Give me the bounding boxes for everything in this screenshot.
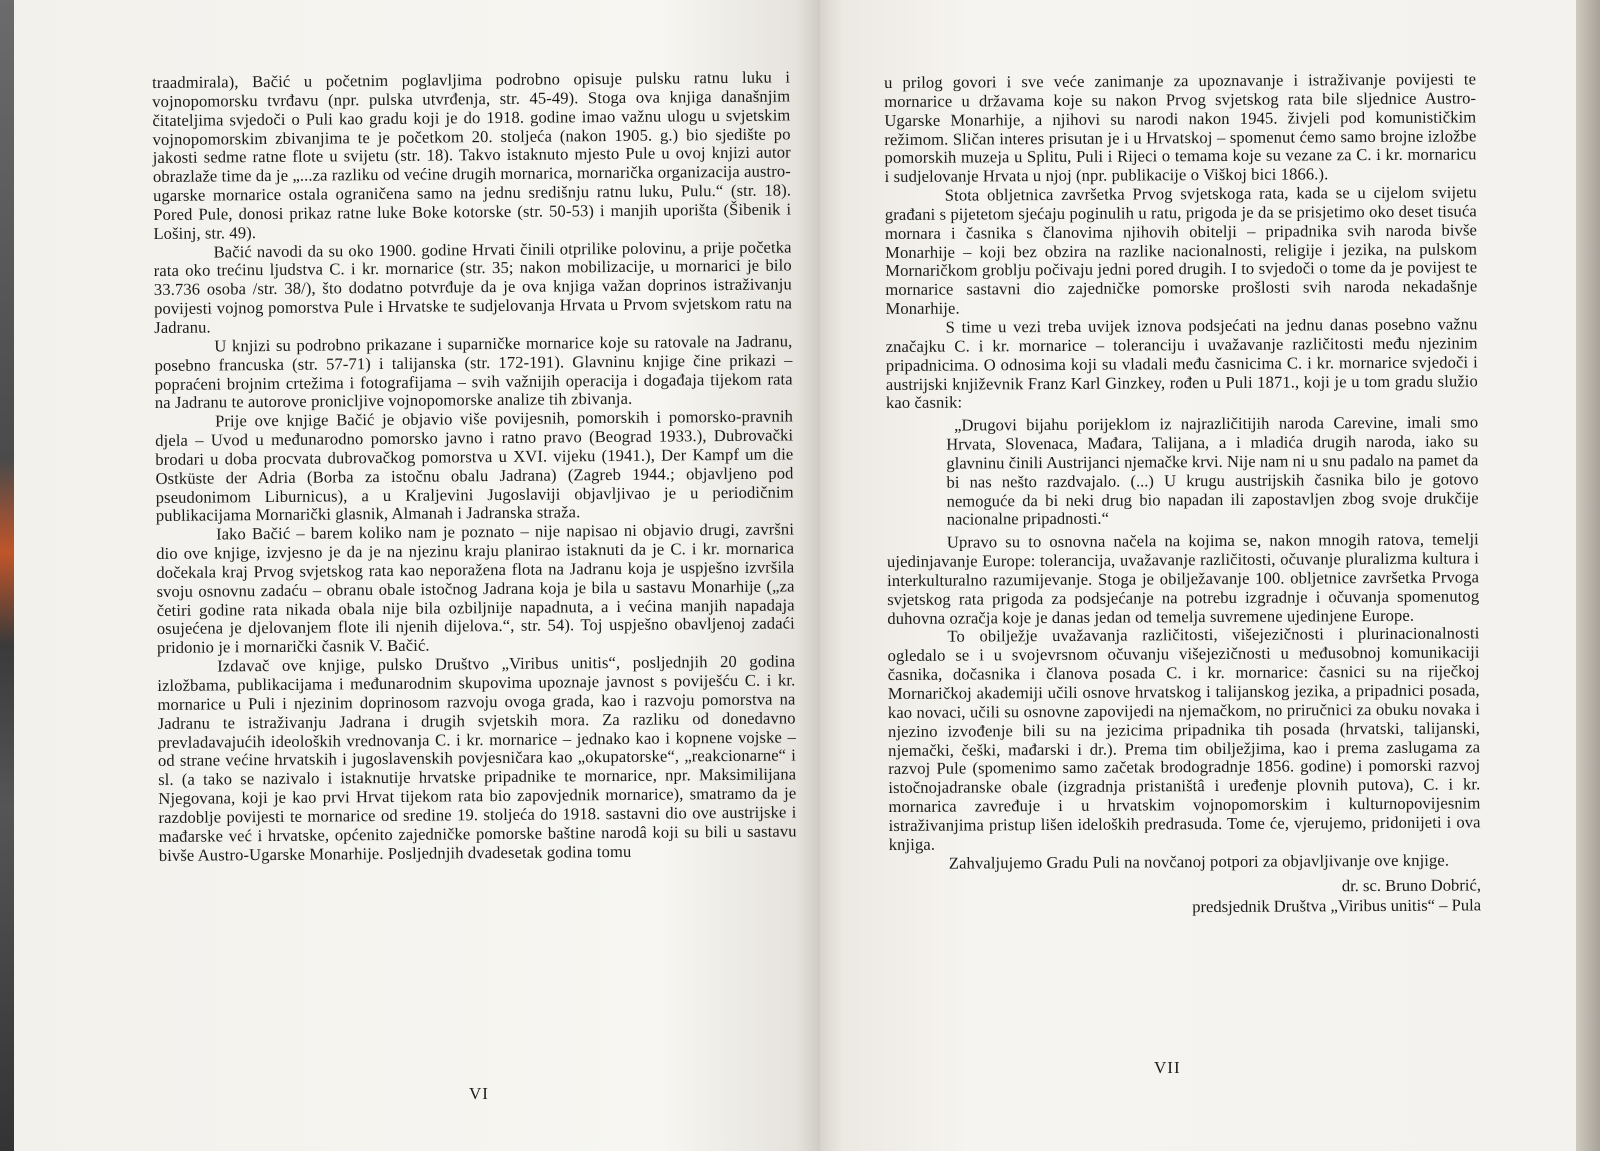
right-paragraph-1: u prilog govori i sve veće zanimanje za upoznavanje i istraživanje povijesti te mornarice u državama koje su nakon Prvog svjetskog rata bile sljednice Austro-Ugarske Monarhije, a njihovi su narodi nakon 1945. živjeli pod komunističkim režimom. Sličan interes prisutan je i u Hrvatskoj – spomenut ćemo samo brojne izložbe pomorskih muzeja u Splitu, Puli i Rijeci o temama koje su vezane za C. i kr. mornaricu i sudjelovanje Hrvata u njoj (npr. publikacije o Viškoj bici 1866.). — [883, 69, 1477, 187]
right-paragraph-5: To obilježje uvažavanja različitosti, višejezičnosti i plurinacionalnosti ogledalo se i u svojevrsnom očuvanju višejezičnosti u međusobnoj komunikaciji časnika, dočasnika i članova posada C. i kr. mornarice: časnici su na riječkoj Mornaričkoj akademiji učili osnove hrvatskog i talijanskog jezika, a pripadnici posada, kao novaci, učili su osnovne zapovijedi na njemačkom, no priručnici za obuku novaka i njezino izvođenje bili su na jezicima pripadnika tih posada (hrvatski, talijanski, njemački, češki, mađarski i dr.). Prema tim obilježjima, kao i prema zaslugama za razvoj Pule (spomenimo samo začetak brodogradnje 1856. godine) i pomorski razvoj istočnojadranske obale (izgradnja pristaništâ i uređenje plovnih putova), C. i kr. mornarica zavređuje i u hrvatskim vojnopomorskim i kulturnopovijesnim istraživanjima pristup lišen ideloških predrasuda. Tome će, vjerujemo, pridonijeti i ova knjiga. — [887, 623, 1481, 854]
left-paragraph-6: Izdavač ove knjige, pulsko Društvo „Viribus unitis“, posljednjih 20 godina izložbama, publikacijama i međunarodnim skupovima upoznaje javnost s poviješću C. i kr. mornarice u Puli i njezinim doprinosom razvoju ovoga grada, kao i razvoju pomorstva na Jadranu te istraživanju Jadrana i drugih svjetskih mora. Za razliku od donedavno prevladavajućih ideoloških vrednovanja C. i kr. mornarice – jednako kao i kopnene vojske – od strane većine hrvatskih i jugoslavenskih povjesničara kao „okupatorske“, „reakcionarne“ i sl. (a tako se nazivalo i istaknutije hrvatske pripadnike te mornarice, npr. Maksimilijana Njegovana, koji je kao prvi Hrvat tijekom rata bio zapovjednik mornarice), smatramo da je razdoblje povijesti te mornarice od sredine 19. stoljeća do 1918. sastavni dio ove austrijske i mađarske već i hrvatske, općenito zajedničke pomorske baštine narodâ koji su bili u sastavu bivše Austro-Ugarske Monarhije. Posljednjih dvadesetak godina tomu — [157, 651, 797, 865]
right-paragraph-6: Zahvaljujemo Gradu Puli na novčanoj potpori za objavljivanje ove knjige. — [948, 850, 1450, 873]
right-paragraph-3: S time u vezi treba uvijek iznova podsjećati na jednu danas posebno važnu značajku C. i kr. mornarice – toleranciju i uvažavanje različitosti među njezinim pripadnicima. O odnosima koji su vladali među časnicima C. i kr. mornarice svjedoči i austrijski književnik Franz Karl Ginzkey, rođen u Puli 1871., koji je u tom gradu služio kao časnik: — [885, 314, 1478, 413]
page-number-right: VII — [1154, 1058, 1181, 1077]
signature-name: dr. sc. Bruno Dobrić, — [1341, 875, 1482, 896]
background-edge-right — [1576, 0, 1600, 1151]
right-paragraph-4: Upravo su to osnovna načela na kojima se, nakon mnogih ratova, temelji ujedinjavanje Europe: tolerancija, uvažavanje različitosti, očuvanje pluralizma kultura i interkulturalno razumijevanje. Stoga je obilježavanje 100. obljetnice završetka Prvoga svjetskog rata prigoda za podsjećanje na potrebu izgradnje i očuvanja spomenutog duhovna ozračja koje je danas jedan od temelja suvremene ujedinjene Europe. — [886, 529, 1480, 628]
left-page-text — [152, 68, 797, 865]
left-paragraph-2: Bačić navodi da su oko 1900. godine Hrvati činili otprilike polovinu, a prije početka rata oko trećinu ljudstva C. i kr. mornarice (str. 35; nakon mobilizacije, u mornarici je bilo 33.736 osoba /str. 38/), što dodatno potvrđuje da je ova knjiga važan doprinos istraživanju povijesti vojnog pomorstva Pule i Hrvatske te sudjelovanja Hrvata u Prvom svjetskom ratu na Jadranu. — [153, 237, 793, 337]
signature-title: predsjednik Društva „Viribus unitis“ – Pula — [1192, 895, 1482, 917]
left-page — [14, 0, 820, 1151]
left-paragraph-5: Iako Bačić – barem koliko nam je poznato – nije napisao ni objavio drugi, završni dio ove knjige, izvjesno je da je na njezinu kraju planirao istaknuti da je C. i kr. mornarica dočekala kraj Prvog svjetskog rata kao neporažena flota na Jadranu koja je uspješno izvršila svoju osnovnu zadaću – obranu obale istočnog Jadrana koja je bila u sastavu Monarhije („za četiri godine rata nikada obala nije bila ozbiljnije napadnuta, a i većina manjih napadaja osujećena je djelovanjem flote ili njenih dijelova.“, str. 54). Toj uspješno obavljenoj zadaći pridonio je i mornarički časnik V. Bačić. — [156, 519, 795, 658]
left-paragraph-1: traadmirala), Bačić u početnim poglavljima podrobno opisuje pulsku ratnu luku i vojnopomorsku tvrđavu (npr. pulska utvrđenja, str. 45-49). Stoga ova knjiga današnjim čitateljima svjedoči o Puli kao gradu koji je do 1918. godine imao važnu ulogu u svjetskim vojnopomorskim zbivanjima te je početkom 20. stoljeća (nakon 1905. g.) bio sjedište po jakosti sedme ratne flote u svijetu (str. 18). Takvo istaknuto mjesto Pule u ovoj knjizi autor obrazlaže time da je „...za razliku od većine drugih mornarica, mornarička organizacija austro-ugarske mornarice ostala ograničena samo na jednu središnju ratnu luku, Pulu.“ (str. 18). Pored Pule, donosi prikaz ratne luke Boke kotorske (str. 50-53) i manjih uporišta (Šibenik i Lošinj, str. 49). — [151, 67, 792, 243]
block-quote: „Drugovi bijahu porijeklom iz najrazličitijih naroda Carevine, imali smo Hrvata, Slovenaca, Mađara, Talijana, a i mladića drugih naroda, iako su glavninu činili Austrijanci njemačke krvi. Nije nam ni u snu padalo na pamet da bi nas nešto razdvajalo. (...) U krugu austrijskih časnika bilo je gotovo nemoguće da bi neki drug bio napadan ili zapostavljen zbog svoje drukčije nacionalne pripadnosti.“ — [946, 412, 1479, 530]
signature — [889, 876, 1481, 920]
left-paragraph-4: Prije ove knjige Bačić je objavio više povijesnih, pomorskih i pomorsko-pravnih djela – Uvod u međunarodno pomorsko javno i ratno pravo (Beograd 1933.), Dubrovački brodari u doba procvata dubrovačkog pomorstva u XVI. vijeku (1941.), Der Kampf um die Ostküste der Adria (Borba za istočnu obalu Jadrana) (Zagreb 1944.; objavljeno pod pseudonimom Liburnicus), a u Kraljevini Jugoslaviji objavljivao je u periodičnim publikacijama Mornarički glasnik, Almanah i Jadranska straža. — [155, 406, 794, 526]
page-number-left: VI — [469, 1084, 489, 1103]
right-page — [820, 0, 1576, 1151]
right-page-text — [884, 70, 1481, 919]
left-paragraph-3: U knjizi su podrobno prikazane i suparničke mornarice koje su ratovale na Jadranu, posebno francuska (str. 57-71) i talijanska (str. 172-191). Glavninu knjige čine prikazi – popraćeni brojnim crtežima i fotografijama – svih važnijih operacija i događaja tijekom rata na Jadranu te autorove pronicljive vojnopomorske analize tih zbivanja. — [154, 331, 793, 413]
right-paragraph-2: Stota obljetnica završetka Prvog svjetskoga rata, kada se u cijelom svijetu građani s pijetetom sjećaju poginulih u ratu, prigoda je da se prisjetimo oko deset tisuća mornara i časnika s članovima njihovih obitelji – pripadnika svih naroda bivše Monarhije – koji bez obzira na razlike nacionalnosti, religije i jezika, na pulskom Mornaričkom groblju počivaju jedni pored drugih. I to svjedoči o tome da je povijest te mornarice sastavni dio zajedničke pomorske prošlosti svih naroda nekadašnje Monarhije. — [884, 182, 1478, 319]
background-edge-left — [0, 0, 14, 1151]
